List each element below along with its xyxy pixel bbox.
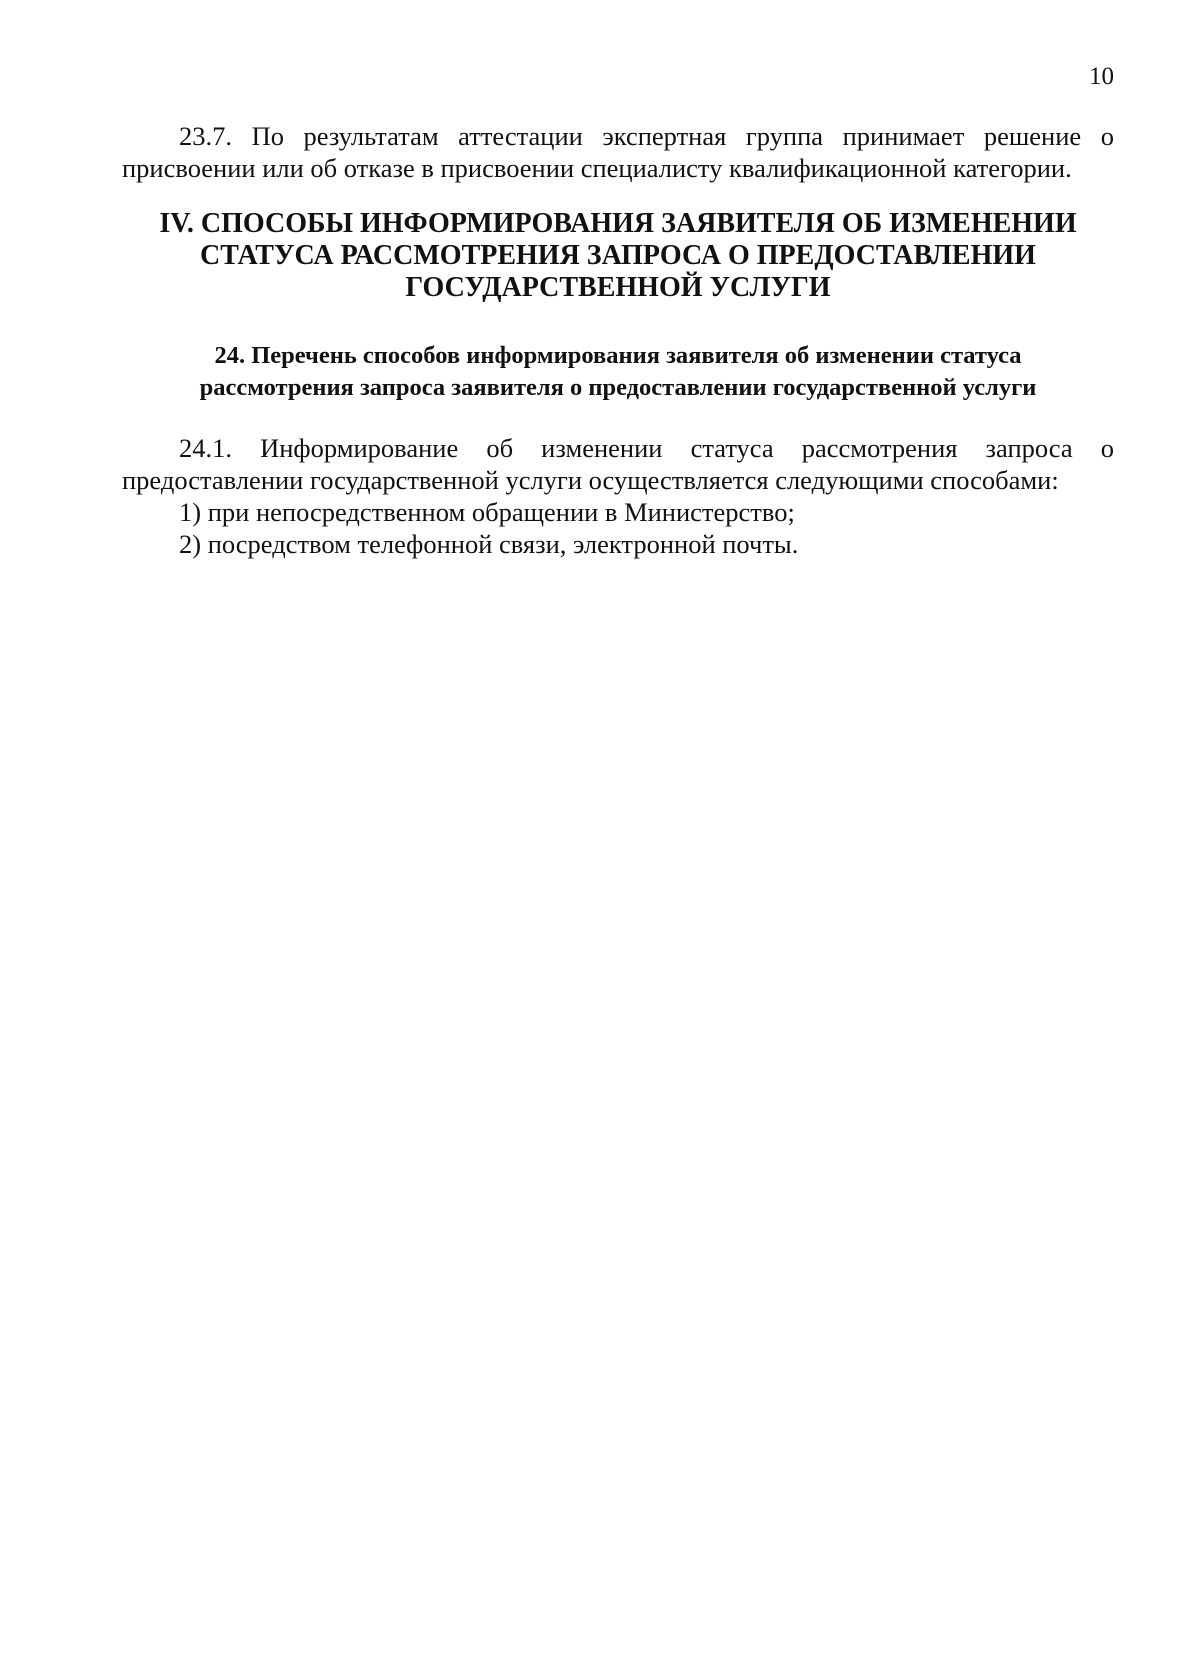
paragraph-23-7: 23.7. По результатам аттестации экспертная группа принимает решение о присвоении или об отказе в присвоении специалисту квалификационной категории. [122,121,1114,183]
page-number: 10 [1089,63,1114,90]
list-item: 2) посредством телефонной связи, электронной почты. [179,529,799,559]
list-item: 1) при непосредственном обращении в Министерство; [179,497,795,527]
paragraph-24-1: 24.1. Информирование об изменении статуса рассмотрения запроса о предоставлении государственной услуги осуществляется следующими способами: [122,433,1114,495]
subsection-heading: 24. Перечень способов информирования заявителя об изменении статуса рассмотрения запроса заявителя о предоставлении государственной услуги [199,342,1037,401]
methods-list [122,496,1114,560]
section-heading: IV. СПОСОБЫ ИНФОРМИРОВАНИЯ ЗАЯВИТЕЛЯ ОБ ИЗМЕНЕНИИ СТАТУСА РАССМОТРЕНИЯ ЗАПРОСА О ПРЕДОСТАВЛЕНИИ ГОСУДАРСТВЕННОЙ УСЛУГИ [159,208,1077,303]
